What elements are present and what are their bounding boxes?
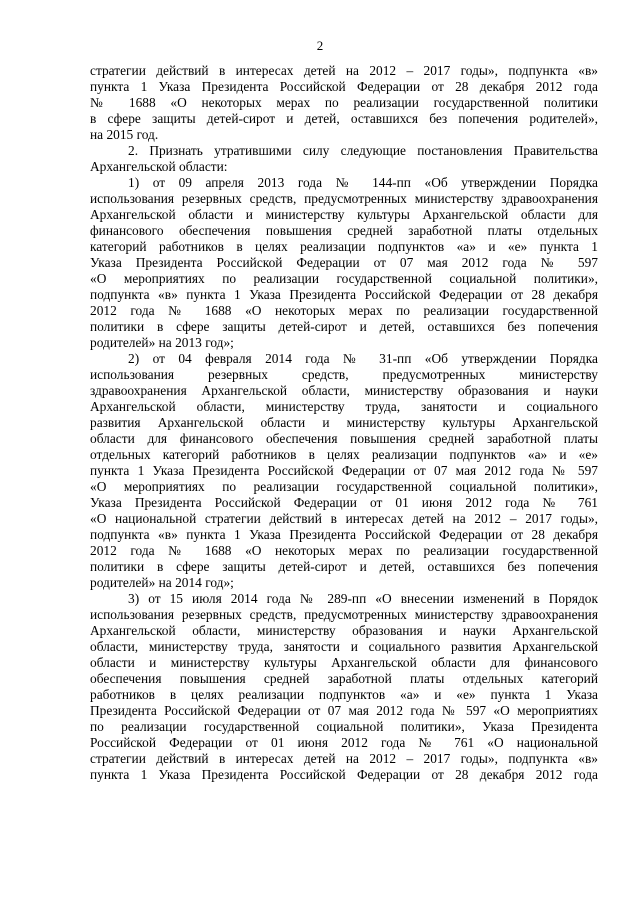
text-line: использования резервных средств, предусмотренных министерству здравоохранения <box>90 191 598 206</box>
text-line: пункта 1 Указа Президента Российской Федерации от 28 декабря 2012 года <box>90 767 598 782</box>
text-line: «О национальной стратегии действий в интересах детей на 2012 – 2017 годы», <box>90 511 598 526</box>
text-line: 2012 года № 1688 «О некоторых мерах по реализации государственной <box>90 543 598 558</box>
text-line: Архангельской области, министерству образования и науки Архангельской <box>90 623 598 638</box>
text-line: на 2015 год. <box>90 127 159 142</box>
text-line: финансового обеспечения повышения средней заработной платы отдельных <box>90 223 598 238</box>
text-line: родителей» на 2013 год»; <box>90 335 234 350</box>
text-line: Архангельской области, министерству труда, занятости и социального <box>90 399 598 414</box>
text-line: № 1688 «О некоторых мерах по реализации государственной политики <box>90 95 598 110</box>
page-number: 2 <box>316 38 324 53</box>
text-line: пункта 1 Указа Президента Российской Федерации от 28 декабря 2012 года <box>90 79 598 94</box>
text-line: 3) от 15 июля 2014 года № 289-пп «О внесении изменений в Порядок <box>128 591 598 606</box>
text-line: обеспечения повышения средней заработной платы отдельных категорий <box>90 671 598 686</box>
text-line: «О мероприятиях по реализации государственной социальной политики», <box>90 271 598 286</box>
text-line: политики в сфере защиты детей-сирот и детей, оставшихся без попечения <box>90 559 598 574</box>
text-line: в сфере защиты детей-сирот и детей, оставшихся без попечения родителей», <box>90 111 598 126</box>
text-line: 2012 года № 1688 «О некоторых мерах по реализации государственной <box>90 303 598 318</box>
text-line: развития Архангельской области и министерству культуры Архангельской <box>90 415 598 430</box>
text-line: здравоохранения Архангельской области, министерству образования и науки <box>90 383 598 398</box>
text-line: Указа Президента Российской Федерации от 07 мая 2012 года № 597 <box>90 255 598 270</box>
text-line: «О мероприятиях по реализации государственной социальной политики», <box>90 479 598 494</box>
text-line: области и министерству культуры Архангельской области для финансового <box>90 655 598 670</box>
text-line: использования резервных средств, предусмотренных министерству <box>90 367 598 382</box>
text-line: стратегии действий в интересах детей на 2012 – 2017 годы», подпункта «в» <box>90 751 598 766</box>
text-line: пункта 1 Указа Президента Российской Федерации от 07 мая 2012 года № 597 <box>90 463 598 478</box>
text-line: категорий работников в целях реализации подпунктов «а» и «е» пункта 1 <box>90 239 598 254</box>
text-line: подпункта «в» пункта 1 Указа Президента Российской Федерации от 28 декабря <box>90 527 598 542</box>
text-line: политики в сфере защиты детей-сирот и детей, оставшихся без попечения <box>90 319 598 334</box>
text-line: области, министерству труда, занятости и социального развития Архангельской <box>90 639 598 654</box>
text-line: Архангельской области и министерству культуры Архангельской области для <box>90 207 598 222</box>
text-line: 2. Признать утратившими силу следующие постановления Правительства <box>128 143 598 158</box>
text-line: по реализации государственной социальной политики», Указа Президента <box>90 719 598 734</box>
text-line: Указа Президента Российской Федерации от 01 июня 2012 года № 761 <box>90 495 598 510</box>
text-line: Президента Российской Федерации от 07 мая 2012 года № 597 «О мероприятиях <box>90 703 598 718</box>
text-line: области для финансового обеспечения повышения средней заработной платы <box>90 431 598 446</box>
text-line: 2) от 04 февраля 2014 года № 31-пп «Об утверждении Порядка <box>128 351 598 366</box>
text-line: Российской Федерации от 01 июня 2012 года № 761 «О национальной <box>90 735 598 750</box>
text-line: работников в целях реализации подпунктов «а» и «е» пункта 1 Указа <box>90 687 598 702</box>
text-line: использования резервных средств, предусмотренных министерству здравоохранения <box>90 607 598 622</box>
text-line: подпункта «в» пункта 1 Указа Президента Российской Федерации от 28 декабря <box>90 287 598 302</box>
text-line: 1) от 09 апреля 2013 года № 144-пп «Об утверждении Порядка <box>128 175 598 190</box>
text-line: стратегии действий в интересах детей на 2012 – 2017 годы», подпункта «в» <box>90 63 598 78</box>
text-line: Архангельской области: <box>90 159 228 174</box>
text-line: отдельных категорий работников в целях реализации подпунктов «а» и «е» <box>90 447 598 462</box>
text-line: родителей» на 2014 год»; <box>90 575 234 590</box>
document-body <box>90 63 598 783</box>
